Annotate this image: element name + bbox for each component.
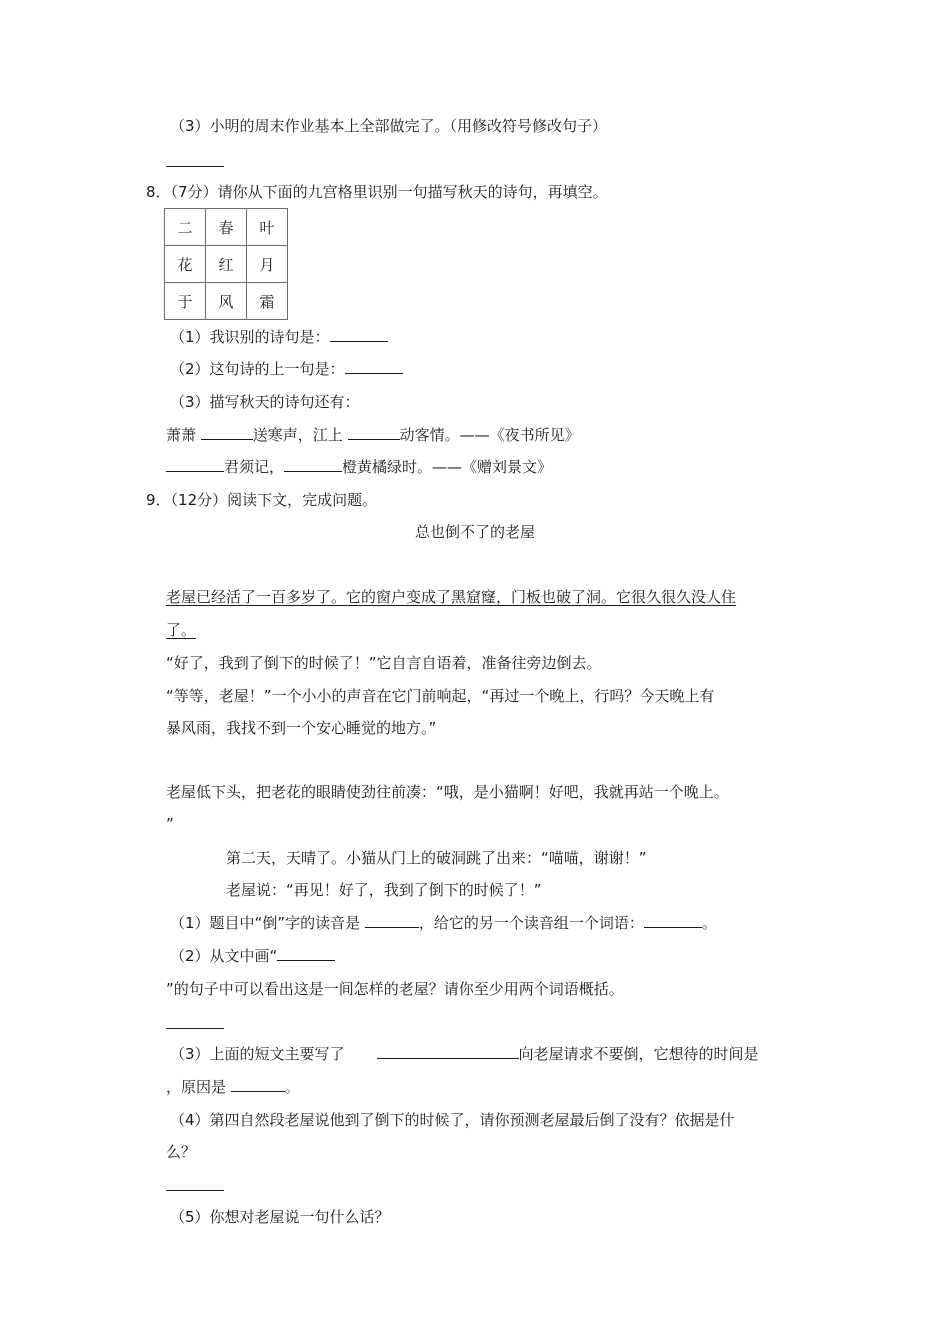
answer-blank[interactable]	[644, 913, 702, 928]
q7-part3-text: （3）小明的周末作业基本上全部做完了。（用修改符号修改句子）	[170, 117, 608, 135]
question-text: 向老屋请求不要倒，它想待的时间是	[518, 1045, 759, 1063]
q8-part1	[170, 327, 388, 347]
nine-square-grid	[164, 208, 288, 320]
q8-part2	[170, 359, 403, 379]
passage-para3-line2: 暴风雨，我找不到一个安心睡觉的地方。”	[166, 719, 437, 737]
grid-cell: 霜	[247, 283, 288, 320]
grid-cell: 二	[165, 209, 206, 246]
grid-cell: 风	[206, 283, 247, 320]
question-text: 。	[701, 914, 717, 932]
answer-blank[interactable]	[365, 913, 419, 928]
passage-para2: “好了，我到了倒下的时候了！”它自言自语着，准备往旁边倒去。	[166, 654, 602, 672]
answer-blank[interactable]	[345, 359, 403, 374]
grid-cell: 春	[206, 209, 247, 246]
q8-poem-line2	[166, 457, 552, 477]
answer-blank[interactable]	[231, 1077, 285, 1092]
question-text: （1）题目中“倒”字的读音是	[170, 914, 365, 932]
q9-part4-line2: 么？	[166, 1143, 197, 1161]
q9-part4-line1: （4）第四自然段老屋说他到了倒下的时候了，请你预测老屋最后倒了没有？依据是什	[170, 1111, 735, 1129]
grid-cell: 于	[165, 283, 206, 320]
q9-part5: （5）你想对老屋说一句什么话？	[170, 1208, 390, 1226]
answer-blank[interactable]	[377, 1044, 519, 1059]
answer-blank[interactable]	[166, 457, 224, 472]
q8-part1-label: （1）我识别的诗句是：	[170, 328, 330, 346]
passage-para3-line1: “等等，老屋！”一个小小的声音在它门前响起，“再过一个晚上，行吗？今天晚上有	[166, 687, 715, 705]
question-text: ，原因是	[166, 1078, 231, 1096]
underlined-sentence: 老屋已经活了一百多岁了。它的窗户变成了黑窟窿，门板也破了洞。它很久很久没人住	[166, 588, 737, 606]
passage-para1-line2	[166, 620, 196, 640]
q9-header: 9．（12分）阅读下文，完成问题。	[146, 491, 378, 509]
q8-part2-label: （2）这句诗的上一句是：	[170, 360, 345, 378]
passage-title: 总也倒不了的老屋	[414, 523, 535, 541]
grid-cell: 花	[165, 246, 206, 283]
grid-cell: 红	[206, 246, 247, 283]
grid-cell: 叶	[247, 209, 288, 246]
question-text: 。	[284, 1078, 300, 1096]
poem-text: 动客情。——《夜书所见》	[399, 426, 580, 444]
grid-cell: 月	[247, 246, 288, 283]
underlined-sentence: 了。	[166, 621, 197, 639]
question-text: ，给它的另一个读音组一个词语：	[418, 914, 644, 932]
answer-blank[interactable]	[348, 425, 400, 440]
q9-part3-line2	[166, 1077, 300, 1097]
q9-part2-line2: ”的句子中可以看出这是一间怎样的老屋？请你至少用两个词语概括。	[166, 980, 624, 998]
passage-para5: 第二天，天晴了。小猫从门上的破洞跳了出来：“喵喵，谢谢！”	[226, 849, 647, 867]
passage-para4-line2: ”	[166, 815, 174, 833]
passage-para4-line1: 老屋低下头，把老花的眼睛使劲往前凑：“哦，是小猫啊！好吧，我就再站一个晚上。	[166, 783, 729, 801]
q9-part3-line1	[170, 1044, 759, 1064]
question-text: （3）上面的短文主要写了	[170, 1045, 345, 1063]
answer-blank[interactable]	[330, 327, 388, 342]
question-text: （2）从文中画“	[170, 947, 278, 965]
q9-part2-line1	[170, 946, 335, 966]
poem-text: 橙黄橘绿时。——《赠刘景文》	[342, 458, 553, 476]
q9-part2-answer-blank[interactable]	[166, 1028, 224, 1029]
answer-blank[interactable]	[284, 457, 342, 472]
q8-part3: （3）描写秋天的诗句还有：	[170, 393, 360, 411]
poem-text: 送寒声，江上	[252, 426, 348, 444]
answer-blank[interactable]	[201, 425, 253, 440]
q9-part4-answer-blank[interactable]	[166, 1190, 224, 1191]
q8-poem-line1	[166, 425, 580, 445]
poem-text: 萧萧	[166, 426, 201, 444]
passage-para6: 老屋说：“再见！好了，我到了倒下的时候了！”	[226, 881, 542, 899]
q8-header: 8．（7分）请你从下面的九宫格里识别一句描写秋天的诗句，再填空。	[146, 183, 608, 201]
q9-part1	[170, 913, 717, 933]
passage-para1-line1	[166, 587, 736, 607]
answer-blank[interactable]	[277, 946, 335, 961]
poem-text: 君须记，	[224, 458, 285, 476]
q7-part3-answer-blank[interactable]	[166, 166, 224, 167]
